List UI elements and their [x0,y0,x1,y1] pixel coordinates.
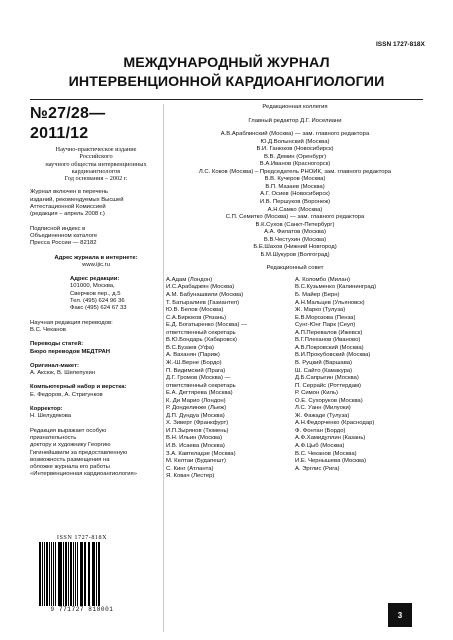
council-member: В. Руцкий (Варшава) [295,359,352,366]
council-member: Ж. Фажаде (Тулуза) [295,412,350,419]
layout-label: Оригинал-макет: [30,362,79,369]
board-member: А.Г. Осиев (Новосибирск) [260,191,330,198]
council-member: В.Ю.Бондарь (Хабаровск) [166,337,238,344]
board-member: В.В. Демин (Оренбург) [263,153,327,160]
typeset-credits [30,384,162,399]
society-line: кардиоангиологов [71,167,121,175]
board-member: И.В. Першуков (Воронеж) [259,199,331,206]
chief-editor: Главный редактор Д.Г. Иоселиани [248,117,342,124]
society-line: Год основания – 2002 г. [64,175,128,183]
council-member: Сунг-Юнг Парк (Сеул) [295,322,356,329]
vak-line: (редакция – апрель 2008 г.) [30,211,105,218]
council-member: Д.П. Дундуа (Москва) [166,412,225,419]
council-member: А.Н.Мальцев (Ульяновск) [295,299,365,306]
corrector-credits [30,406,162,421]
council-member: С.А.Бирюков (Рязань) [166,314,227,321]
subscription-line: Подписной индекс в [30,225,86,232]
board-member: В.В. Кучеров (Москва) [264,176,326,183]
board-member: В.П. Мазаев (Москва) [265,183,325,190]
translations-bureau: Бюро переводов МЕДТРАН [30,348,111,355]
board-member: В.К.Сухов (Санкт-Петербург) [255,221,335,228]
thanks-line: возможность размещения на [30,456,110,463]
council-member: П. Видимский (Прага) [166,367,226,374]
address-line: Сверчков пер., д.5 [70,290,121,297]
council-member: И.В. Исаева (Москва) [166,442,225,449]
council-member: А.В.Покровский (Москва) [295,344,364,351]
board-title: Редакционная коллегия [262,104,328,110]
journal-title-line-1: МЕЖДУНАРОДНЫЙ ЖУРНАЛ [123,55,330,71]
board-member: В.А.Иванов (Красногорск) [259,161,331,168]
corrector-label: Корректор: [30,406,63,413]
barcode-bars [39,542,125,612]
vak-line: изданий, рекомендуемых Высшей [30,196,124,203]
council-member: А.Ф.Цыб (Москва) [295,442,345,449]
society-line: Российского [79,153,113,161]
address-line: 101000, Москва, [70,283,115,290]
thanks-line: «Интервенционная кардиоангиология» [30,471,138,478]
board-member: В.И. Ганюков (Новосибирск) [256,146,334,153]
council-member: Ш. Сайто (Камакура) [295,367,353,374]
council-member: Е.В.Морозова (Пенза) [295,314,356,321]
council-member: Е.Д. Богатыренко (Москва) — [166,322,247,329]
council-member: А.М. Бабунашвили (Москва) [166,292,244,299]
acknowledgement [30,428,162,479]
council-member: А.Адам (Лондон) [166,276,213,283]
council-member: Д.Б.Сапрыгин (Москва) [295,375,359,382]
vak-note [30,189,162,218]
council-member: Л.С. Уанн (Милуоки) [295,405,351,412]
barcode-number: 9 771727 818001 [39,606,125,613]
address-line: Факс (495) 624 67 33 [70,305,127,312]
layout-names: А. Аксюк, В. Шелепухин [30,370,96,377]
council-member: В.С.Кузьменко (Калининград) [295,284,377,291]
board-member: Б.Е.Шахов (Нижний Новгород) [253,244,337,251]
layout-credits [30,363,162,378]
page-number: 3 [388,603,412,627]
translation-editor-name: В.С. Чеканов [30,326,66,333]
council-member: Ю.В. Белов (Москва) [166,307,224,314]
council-left-column [166,277,295,481]
thanks-line: признательность [30,434,77,441]
council-member: Т. Батыралиев (Газиантеп) [166,299,240,306]
council-member: А.Ф.Хамидуллин (Казань) [295,435,366,442]
council-member: Б. Майер (Берн) [295,292,340,299]
council-member: К. Ди Марио (Лондон) [166,397,226,404]
council-member: Ж. Марко (Тулуза) [295,307,346,314]
thanks-line: Гигинейшвили за предоставленную [30,449,128,456]
subscription-note [30,226,162,248]
council-member: Д.Г. Громов (Москва) — [166,375,231,382]
journal-title [0,54,453,92]
vak-line: Журнал включен в перечень [30,189,109,196]
address-label: Адрес редакции: [70,276,120,283]
internet-label: Адрес журнала в интернете: [54,254,138,261]
council-member: П. Серрайс (Роттердам) [295,382,361,389]
council-columns [166,277,424,481]
council-member: Е.А. Дегтярева (Москва) [166,390,233,397]
issn-header: ISSN 1727-818X [376,41,425,48]
board-member: А.В.Араблинский (Москва) — зам. главного редактора [220,131,370,138]
council-member: В.С.Бузаев (Уфа) [166,344,214,351]
board-member: С.П. Семитко (Москва) — зам. главного редактора [225,214,365,221]
editorial-address [30,276,162,312]
council-member: Ф. Фонтан (Бордо) [295,427,346,434]
thanks-line: Редакция выражает особую [30,427,107,434]
council-member: А. Эрглис (Рига) [295,465,340,472]
subscription-line: Объединенном каталоге [30,232,98,239]
typeset-label: Компьютерный набор и верстка: [30,384,127,391]
council-member: Ж.-Ш.Верне (Бордо) [166,359,222,366]
council-member: ответственный секретарь [166,329,236,336]
issue-number: №27/28—2011/12 [30,105,106,142]
board-member: А.Н.Самко (Москва) [267,206,323,213]
address-line: Тел. (495) 624 96 36 [70,298,125,305]
internet-url[interactable]: www.ijic.ru [82,261,110,268]
council-member: Я. Ковач (Лестер) [166,473,215,480]
society-info [30,146,162,182]
council-member: И.П.Зырянов (Тюмень) [166,427,229,434]
council-member: В.И.Прокубовский (Москва) [295,352,371,359]
council-member: И.С.Арабаджян (Москва) [166,284,235,291]
translation-editor [30,320,162,335]
thanks-line: обложке журнала его работы [30,464,110,471]
vak-line: Аттестационной Комиссией [30,204,106,211]
society-line: Научно-практическое издание [55,146,137,153]
council-member: О.Е. Сухоруков (Москва) [295,397,363,404]
board-member: Б.М.Шукуров (Волгоград) [260,251,330,258]
issn-barcode [39,534,125,620]
council-member: С. Кинг (Атланта) [166,465,214,472]
subscription-line: Пресса России — 82182 [30,240,97,247]
translations [30,341,162,356]
council-member: В.Н. Ильин (Москва) [166,435,223,442]
council-member: Х. Зиверт (Франкфурт) [166,420,229,427]
header-divider [30,99,423,100]
editorial-board-section [166,104,424,481]
imprint-sidebar [30,104,162,479]
council-member: М. Келтаи (Будапешт) [166,458,226,465]
translation-editor-label: Научная редакция переводов: [30,319,113,326]
thanks-line: доктору и художнику Георгию [30,442,111,449]
board-list [166,131,424,259]
council-title: Редакционный совет [266,265,324,272]
barcode-issn-text: ISSN 1727-818X [56,534,108,541]
journal-title-line-2: ИНТЕРВЕНЦИОННОЙ КАРДИОАНГИОЛОГИИ [68,74,385,90]
board-member: В.В.Честухин (Москва) [263,236,327,243]
council-member: В.Г.Плеханов (Иваново) [295,337,361,344]
column-divider [163,104,164,632]
board-member: Ю.Д.Волынский (Москва) [260,138,330,145]
council-member: Р. Донделинже (Льеж) [166,405,227,412]
typeset-names: Е. Федоров, А. Стригунков [30,391,103,398]
council-member: И.Е. Чернышева (Москва) [295,458,367,465]
council-member: В.С. Чеканов (Москва) [295,450,357,457]
translations-label: Переводы статей: [30,341,84,348]
council-right-column [295,277,424,481]
council-member: Р. Симон (Киль) [295,390,338,397]
council-member: А.П.Перевалов (Ижевск) [295,329,363,336]
council-member: ответственный секретарь [166,382,236,389]
council-member: А.Н.Федорченко (Краснодар) [295,420,375,427]
internet-address [30,255,162,270]
board-member: Л.С. Коков (Москва) – Председатель РНОИК, зам. главного редактора [198,168,392,175]
society-line: научного общества интервенционных [45,160,147,168]
council-member: З.А. Кавтеладзе (Москва) [166,450,236,457]
board-member: А.А. Филатов (Москва) [264,229,326,236]
council-member: А. Ваханян (Париж) [166,352,220,359]
council-member: А. Коломбо (Милан) [295,276,350,283]
corrector-name: Н. Шелудякова [30,413,72,420]
